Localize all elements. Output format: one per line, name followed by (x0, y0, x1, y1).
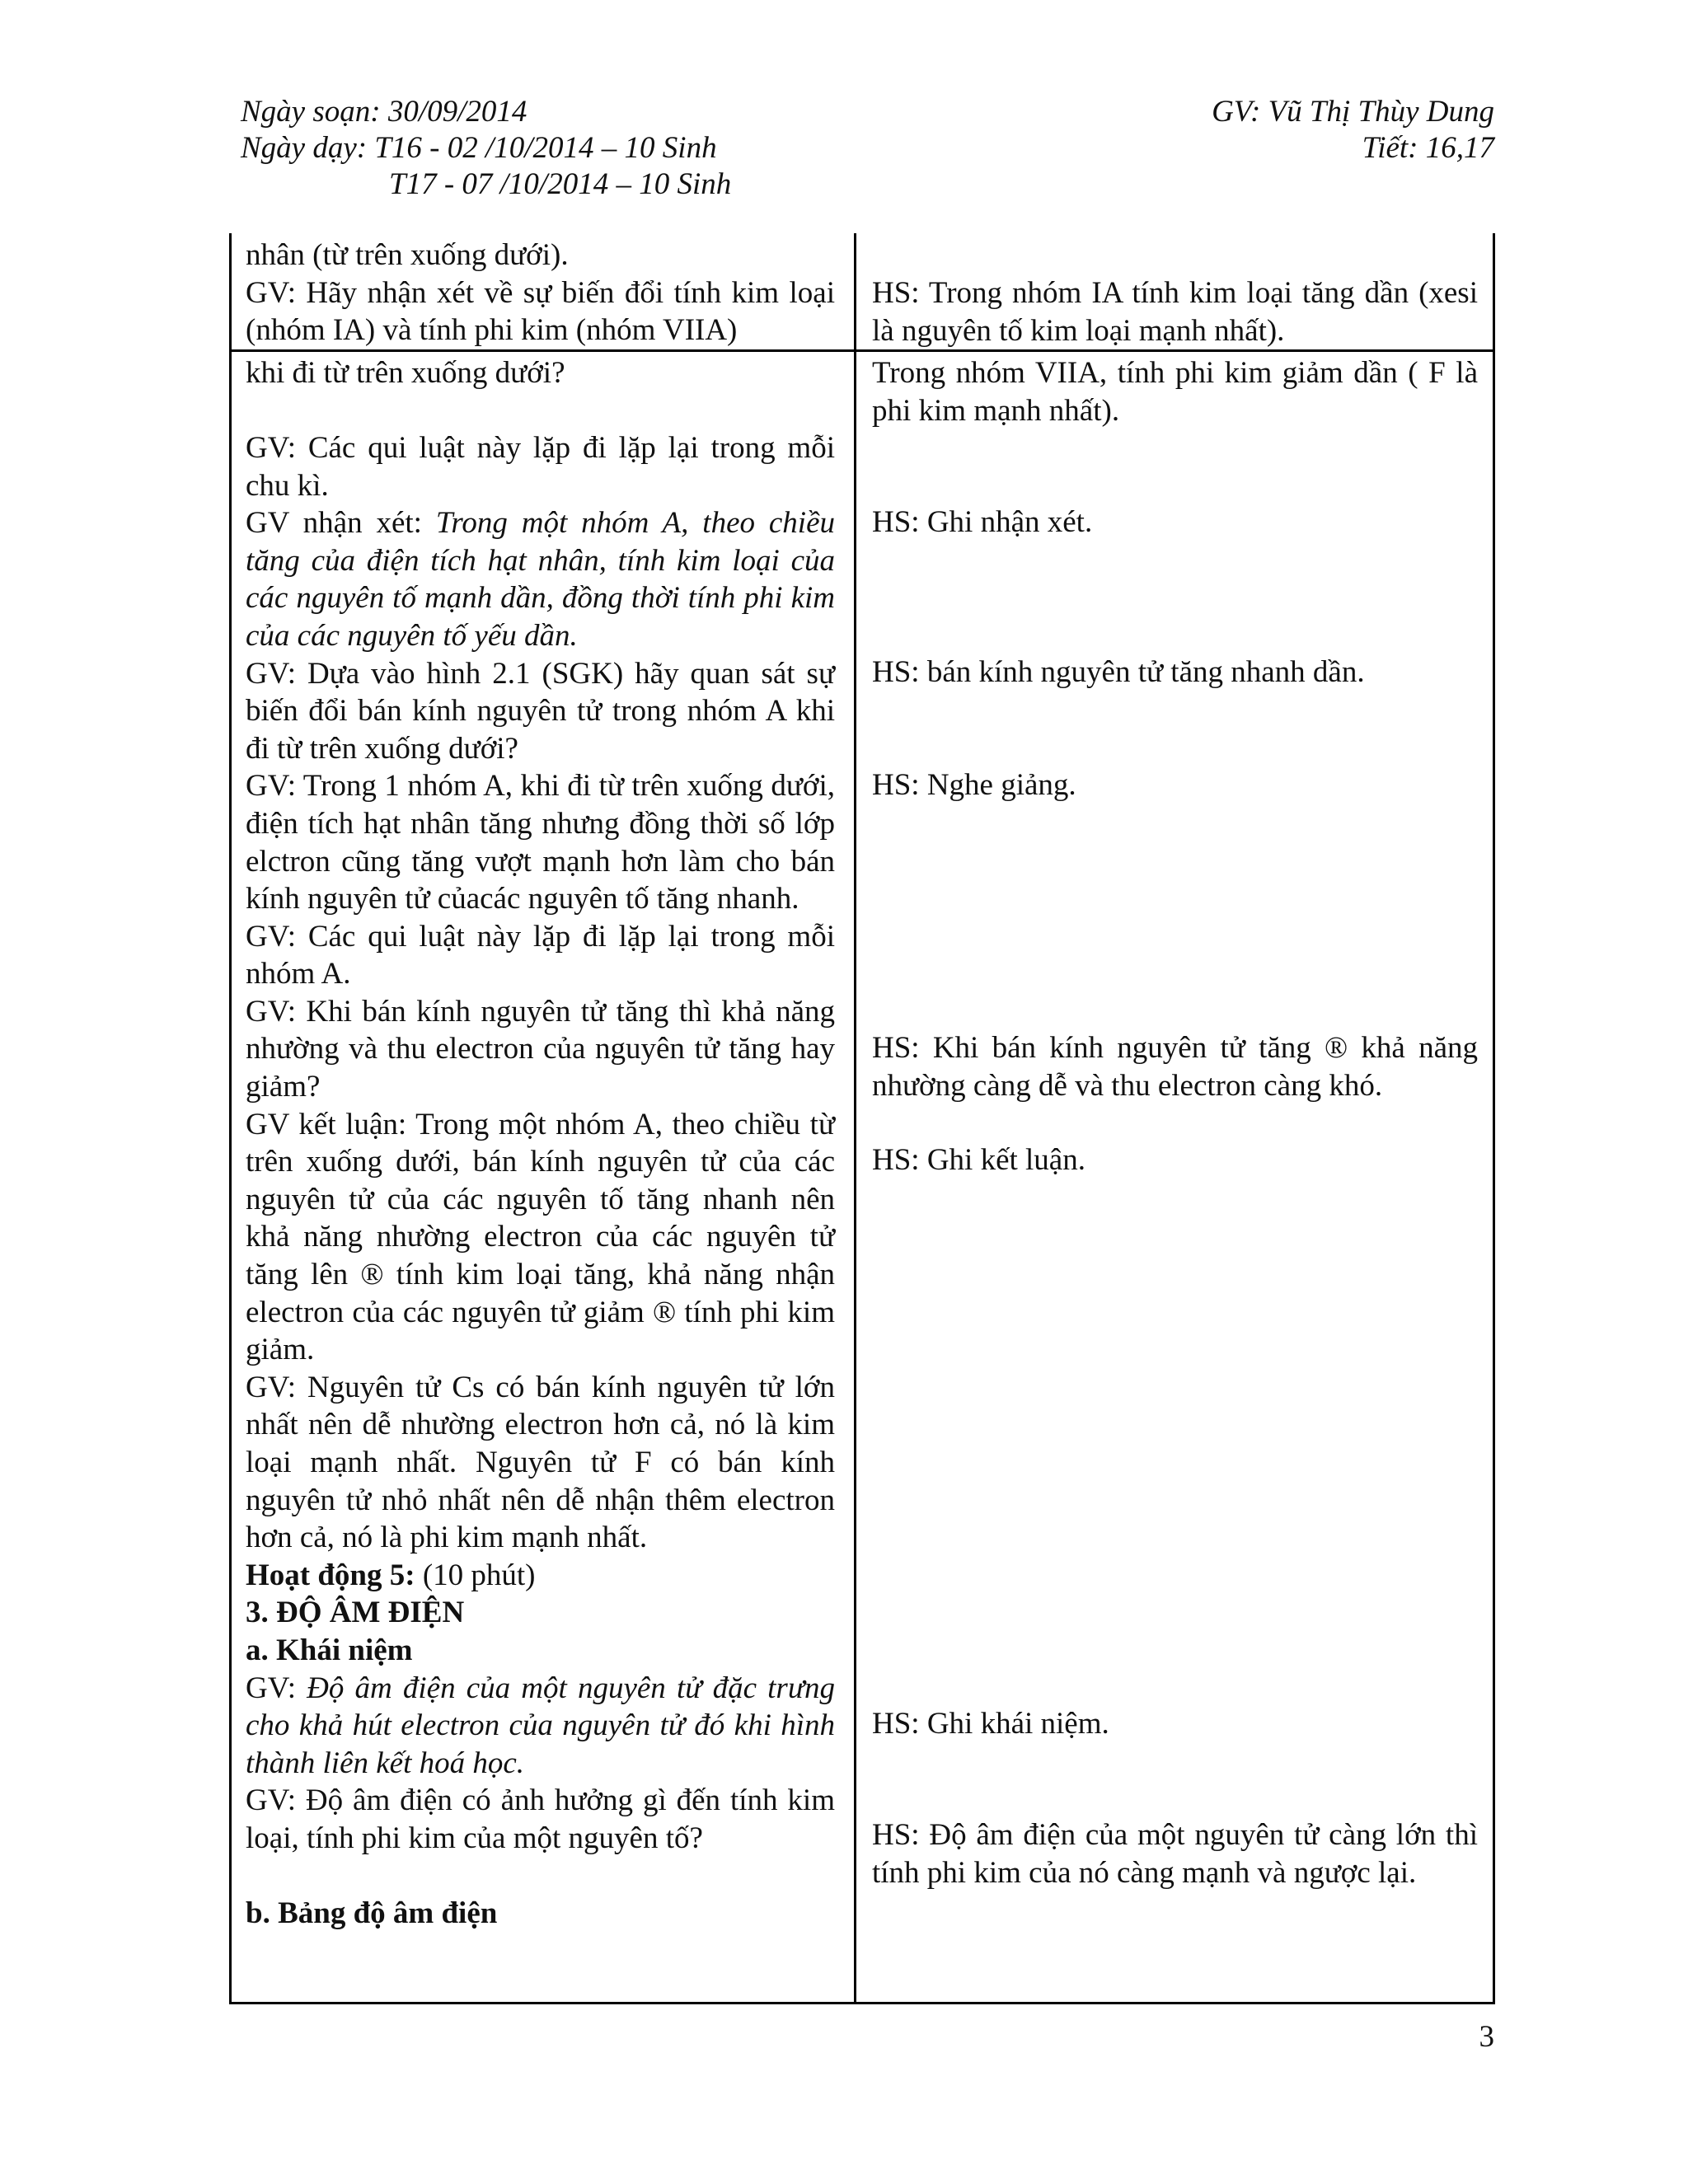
periods: Tiết: 16,17 (1362, 131, 1494, 165)
lesson-table (229, 233, 1495, 2004)
right-line-9: HS: Độ âm điện của một nguyên tử càng lớn thì tính phi kim của nó càng mạnh và ngược lại. (872, 1818, 1478, 1890)
right-line-1: HS: Trong nhóm IA tính kim loại tăng dần (xesi là nguyên tố kim loại mạnh nhất). (872, 276, 1478, 348)
date-prepared: Ngày soạn: 30/09/2014 (241, 95, 528, 129)
left-line-5: GV nhận xét: Trong một nhóm A, theo chiều tăng của điện tích hạt nhân, tính kim loại của các nguyên tố mạnh dần, đồng thời tính phi kim của các nguyên tố yếu dần. (246, 506, 835, 653)
left-line-13: GV: Độ âm điện có ảnh hưởng gì đến tính kim loại, tính phi kim của một nguyên tố? (246, 1783, 835, 1855)
left-line-9: GV: Khi bán kính nguyên tử tăng thì khả năng nhường và thu electron của nguyên tử tăng hay giảm? (246, 994, 835, 1104)
left-line-12: GV: Độ âm điện của một nguyên tử đặc trưng cho khả hút electron của nguyên tử đó khi hình thành liên kết hoá học. (246, 1671, 835, 1780)
activity-heading: Hoạt động 5: (10 phút) (246, 1558, 536, 1592)
subsection-b: b. Bảng độ âm điện (246, 1896, 498, 1931)
left-line-8: GV: Các qui luật này lặp đi lặp lại trong mỗi nhóm A. (246, 919, 835, 991)
left-line-4: GV: Các qui luật này lặp đi lặp lại trong mỗi chu kì. (246, 430, 835, 503)
right-line-8: HS: Ghi khái niệm. (872, 1707, 1109, 1741)
left-line-2: GV: Hãy nhận xét về sự biến đổi tính kim loại (nhóm IA) và tính phi kim (nhóm VIIA) (246, 275, 835, 348)
left-line-11: GV: Nguyên tử Cs có bán kính nguyên tử lớn nhất nên dễ nhường electron hơn cả, nó là kim loại mạnh nhất. Nguyên tử F có bán kính nguyên tử nhỏ nhất nên dễ nhận thêm electron hơn cả, nó là phi kim mạnh nhất. (246, 1370, 835, 1555)
teacher-column (246, 237, 835, 1933)
left-line-6: GV: Dựa vào hình 2.1 (SGK) hãy quan sát sự biến đổi bán kính nguyên tử trong nhóm A khi đi từ trên xuống dưới? (246, 656, 835, 766)
right-line-7: HS: Ghi kết luận. (872, 1143, 1085, 1177)
subsection-a: a. Khái niệm (246, 1633, 413, 1667)
left-line-12-italic: Độ âm điện của một nguyên tử đặc trưng cho khả hút electron của nguyên tử đó khi hình thành liên kết hoá học. (246, 1671, 835, 1780)
header-right (1212, 94, 1494, 166)
left-line-5-italic: Trong một nhóm A, theo chiều tăng của điện tích hạt nhân, tính kim loại của các nguyên tố mạnh dần, đồng thời tính phi kim của các nguyên tố yếu dần. (246, 506, 835, 653)
right-line-4: HS: bán kính nguyên tử tăng nhanh dần. (872, 655, 1365, 689)
section-heading: 3. ĐỘ ÂM ĐIỆN (246, 1596, 465, 1630)
date-taught-1: Ngày dạy: T16 - 02 /10/2014 – 10 Sinh (241, 131, 717, 165)
right-line-5: HS: Nghe giảng. (872, 768, 1076, 802)
header-left (241, 94, 731, 203)
right-line-2: Trong nhóm VIIA, tính phi kim giảm dần ( F là phi kim mạnh nhất). (872, 356, 1478, 428)
left-line-3: khi đi từ trên xuống dưới? (246, 355, 565, 390)
date-taught-2: T17 - 07 /10/2014 – 10 Sinh (389, 167, 732, 201)
column-divider (854, 233, 856, 2002)
right-line-6: HS: Khi bán kính nguyên tử tăng ® khả năng nhường càng dễ và thu electron càng khó. (872, 1031, 1478, 1103)
right-line-3: HS: Ghi nhận xét. (872, 505, 1093, 539)
left-line-10: GV kết luận: Trong một nhóm A, theo chiều từ trên xuống dưới, bán kính nguyên tử của các nguyên tử của các nguyên tố tăng nhanh nên khả năng nhường electron của các nguyên tử tăng lên ® tính kim loại tăng, khả năng nhận electron của các nguyên tử giảm ® tính phi kim giảm. (246, 1107, 835, 1367)
left-line-7: GV: Trong 1 nhóm A, khi đi từ trên xuống dưới, điện tích hạt nhân tăng nhưng đồng thời số lớp elctron cũng tăng vượt mạnh hơn làm cho bán kính nguyên tử củacác nguyên tố tăng nhanh. (246, 769, 835, 916)
teacher-name: GV: Vũ Thị Thùy Dung (1212, 95, 1494, 129)
page-number: 3 (1479, 2020, 1494, 2054)
left-line-1: nhân (từ trên xuống dưới). (246, 238, 569, 272)
